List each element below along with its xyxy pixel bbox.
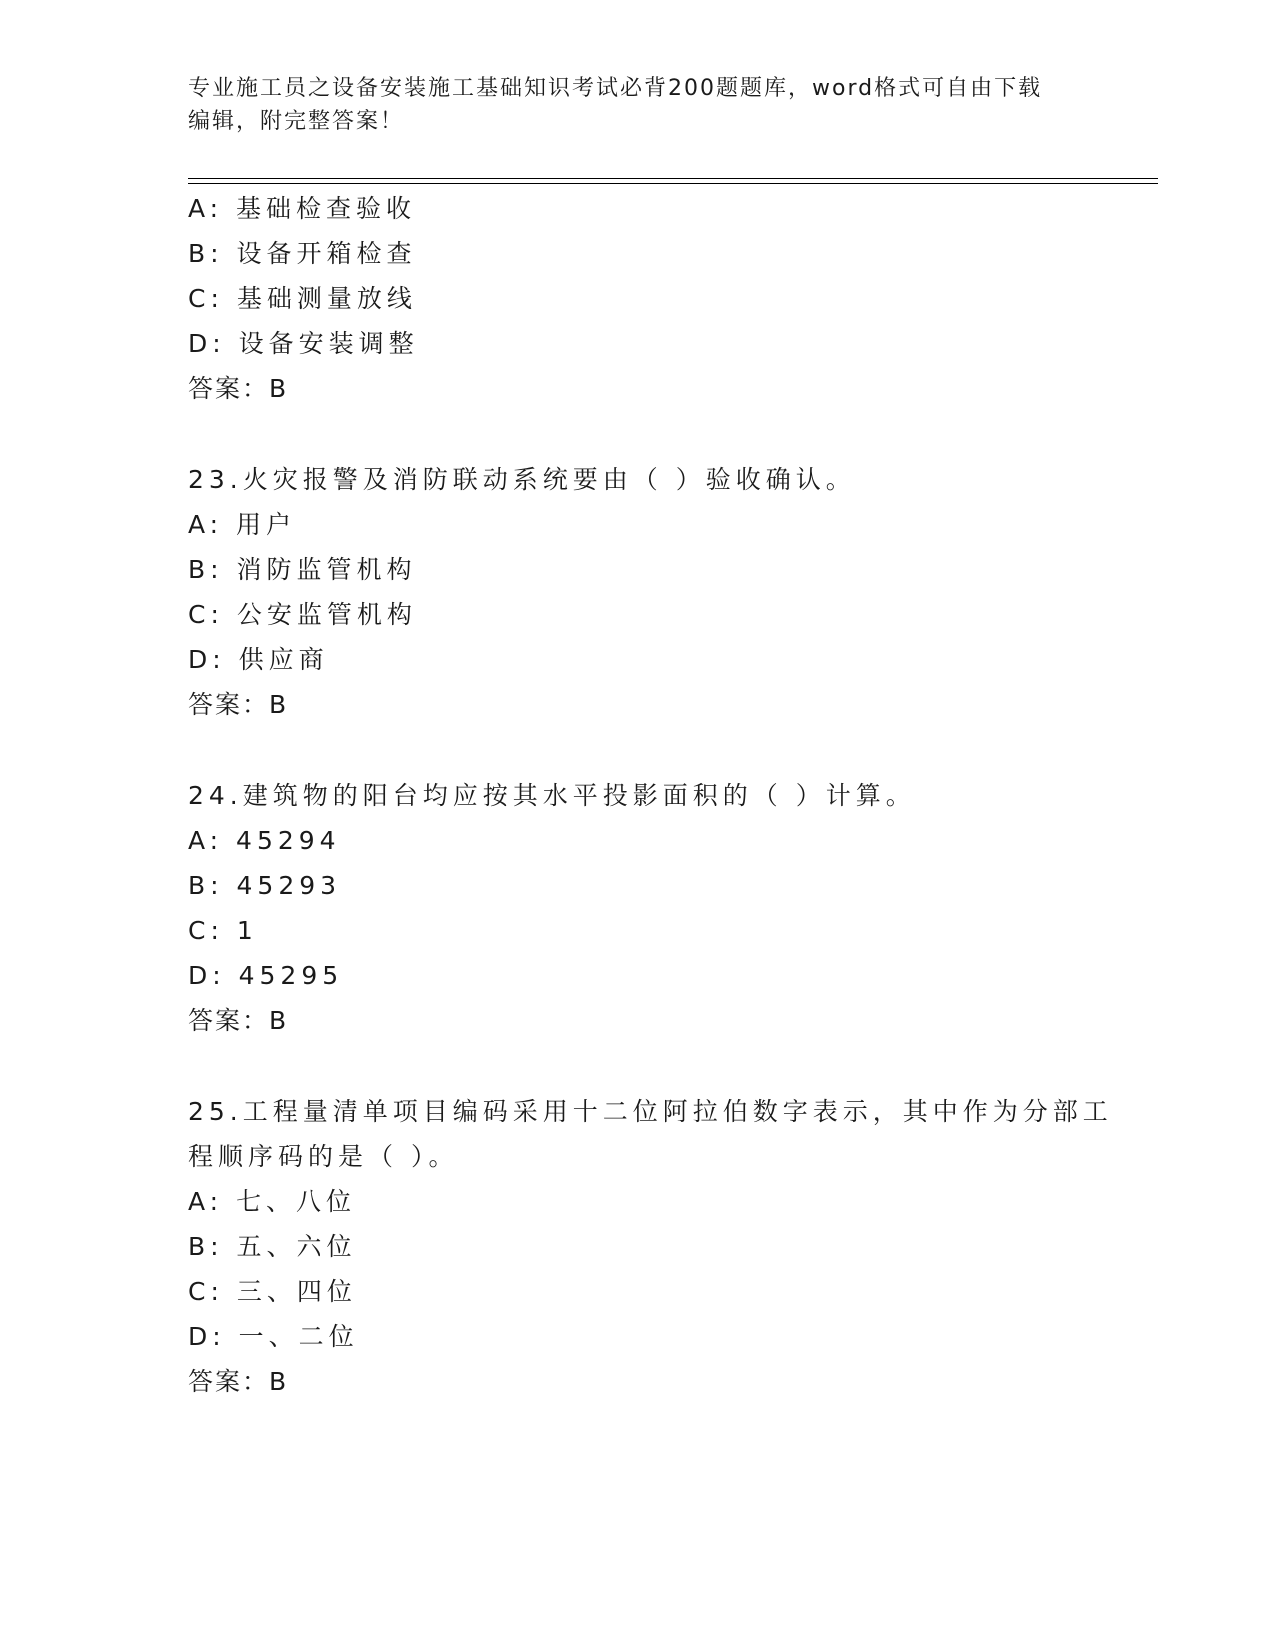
q22-option-b: B: 设备开箱检查 — [188, 239, 417, 268]
q23-option-a: A: 用户 — [188, 510, 297, 539]
q23-answer: 答案：B — [188, 690, 289, 719]
header-line-1: 专业施工员之设备安装施工基础知识考试必背200题题库，word格式可自由下载 — [188, 76, 1043, 101]
q24-option-c: C: 1 — [188, 916, 258, 945]
q24-stem: 24.建筑物的阳台均应按其水平投影面积的（ ）计算。 — [188, 781, 916, 810]
q22-option-c: C: 基础测量放线 — [188, 284, 417, 313]
q23-stem: 23.火灾报警及消防联动系统要由（ ）验收确认。 — [188, 465, 856, 494]
header-divider-bottom — [188, 183, 1158, 184]
q24-option-b: B: 45293 — [188, 871, 342, 900]
q24-option-d: D: 45295 — [188, 961, 344, 990]
header-line-2: 编辑，附完整答案！ — [188, 109, 405, 134]
q25-stem-line-1: 25.工程量清单项目编码采用十二位阿拉伯数字表示，其中作为分部工 — [188, 1097, 1113, 1126]
q23-option-d: D: 供应商 — [188, 645, 329, 674]
q25-option-a: A: 七、八位 — [188, 1187, 357, 1216]
header-divider-top — [188, 178, 1158, 179]
q25-answer: 答案：B — [188, 1367, 289, 1396]
q24-answer: 答案：B — [188, 1006, 289, 1035]
q23-option-c: C: 公安监管机构 — [188, 600, 417, 629]
q25-option-d: D: 一、二位 — [188, 1322, 359, 1351]
document-header — [188, 72, 1088, 138]
q23-option-b: B: 消防监管机构 — [188, 555, 417, 584]
q22-option-d: D: 设备安装调整 — [188, 329, 419, 358]
q22-answer: 答案：B — [188, 374, 289, 403]
q24-option-a: A: 45294 — [188, 826, 341, 855]
q25-option-c: C: 三、四位 — [188, 1277, 357, 1306]
q25-stem-line-2: 程顺序码的是（ ）。 — [188, 1142, 459, 1171]
q22-option-a: A: 基础检查验收 — [188, 194, 417, 223]
q25-option-b: B: 五、六位 — [188, 1232, 357, 1261]
